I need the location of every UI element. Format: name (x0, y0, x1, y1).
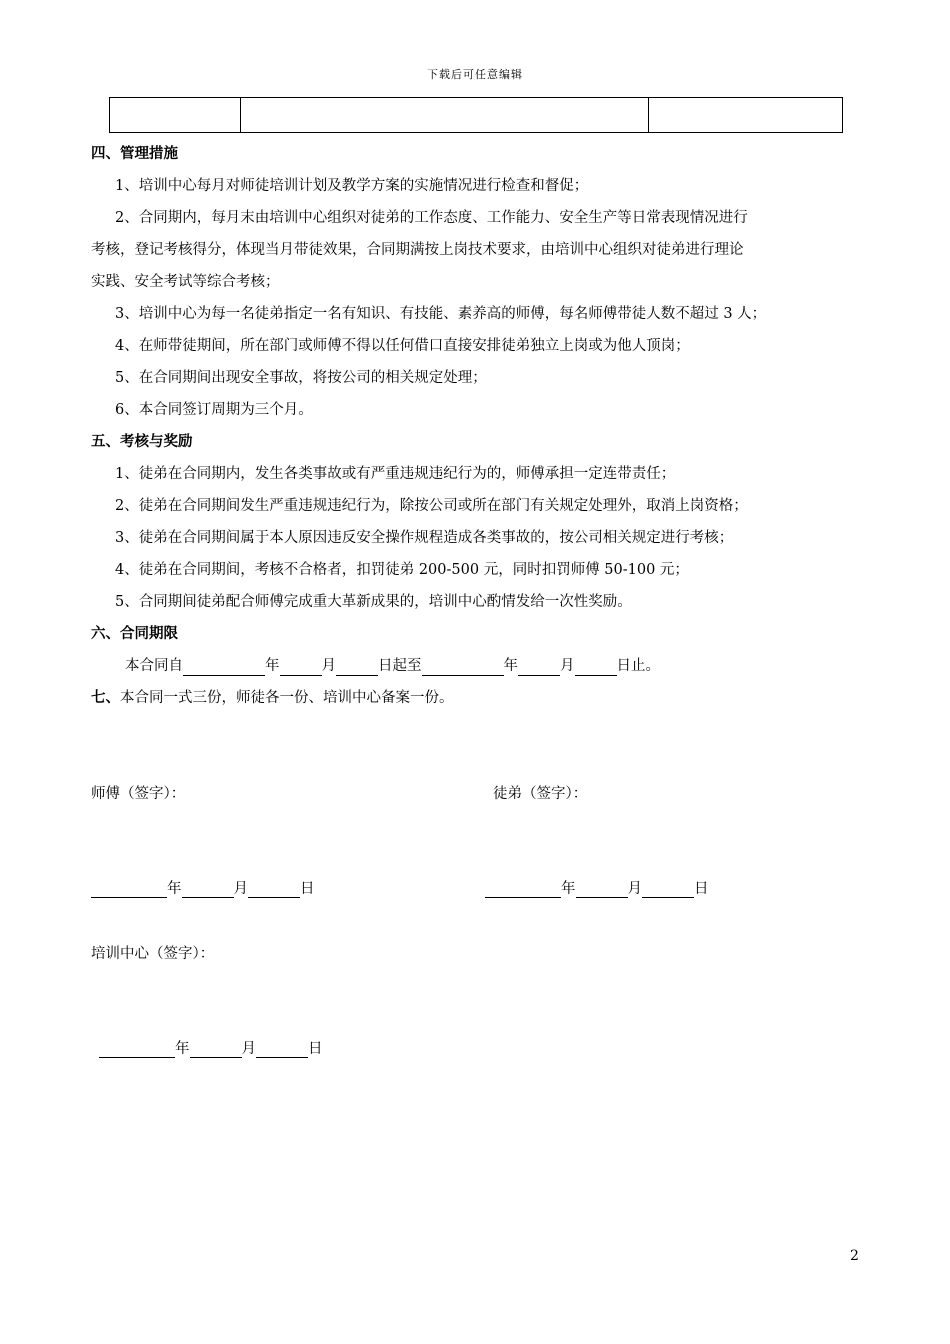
apprentice-date-line (485, 877, 709, 898)
month-blank[interactable] (182, 881, 234, 898)
month-label: 月 (241, 1041, 256, 1057)
start-year-blank[interactable] (183, 659, 265, 676)
list-item: 3、培训中心为每一名徒弟指定一名有知识、有技能、素养高的师傅，每名师傅带徒人数不超过 3 人； (115, 306, 767, 322)
list-item-continuation: 考核，登记考核得分，体现当月带徒效果，合同期满按上岗技术要求，由培训中心组织对徒弟进行理论 (91, 242, 744, 258)
end-day-blank[interactable] (575, 659, 617, 676)
day-blank[interactable] (256, 1041, 308, 1058)
table-cell (241, 98, 649, 133)
day-label: 日 (300, 881, 315, 897)
table-cell (649, 98, 843, 133)
year-blank[interactable] (99, 1041, 175, 1058)
list-item: 1、培训中心每月对师徒培训计划及教学方案的实施情况进行检查和督促； (115, 178, 589, 194)
continued-table (109, 97, 843, 133)
list-item: 4、徒弟在合同期间，考核不合格者，扣罚徒弟 200-500 元，同时扣罚师傅 50-100 元； (115, 562, 689, 578)
day-label: 日 (308, 1041, 323, 1057)
month-label: 月 (627, 881, 642, 897)
section-heading-term: 六、合同期限 (91, 626, 178, 642)
contract-term-line (125, 656, 660, 676)
year-label: 年 (561, 881, 576, 897)
master-signature-label: 师傅（签字）： (91, 786, 186, 802)
list-item: 2、徒弟在合同期间发生严重违规违纪行为，除按公司或所在部门有关规定处理外，取消上岗资格； (115, 498, 748, 514)
day-blank[interactable] (248, 881, 300, 898)
day-from-label: 日起至 (378, 658, 422, 674)
list-item: 1、徒弟在合同期内，发生各类事故或有严重违规违纪行为的，师傅承担一定连带责任； (115, 466, 676, 482)
year-label: 年 (167, 881, 182, 897)
year-blank[interactable] (485, 881, 561, 898)
day-to-label: 日止。 (616, 658, 660, 674)
table-row (110, 98, 843, 133)
apprentice-signature-label: 徒弟（签字）： (493, 786, 588, 802)
list-item: 2、合同期内，每月末由培训中心组织对徒弟的工作态度、工作能力、安全生产等日常表现情况进行 (115, 210, 748, 226)
list-item-continuation: 实践、安全考试等综合考核； (91, 274, 280, 290)
year-blank[interactable] (91, 881, 167, 898)
month-blank[interactable] (576, 881, 628, 898)
month-label: 月 (233, 881, 248, 897)
header-note: 下载后可任意编辑 (427, 68, 523, 81)
end-year-blank[interactable] (422, 659, 504, 676)
center-signature-label: 培训中心（签字）： (91, 946, 215, 962)
end-month-blank[interactable] (518, 659, 560, 676)
copies-text: 本合同一式三份，师徒各一份、培训中心备案一份。 (120, 690, 454, 706)
copies-line (91, 688, 454, 708)
day-blank[interactable] (642, 881, 694, 898)
master-date-line (91, 877, 315, 898)
section-heading-assessment: 五、考核与奖励 (91, 434, 193, 450)
start-month-blank[interactable] (280, 659, 322, 676)
month-blank[interactable] (190, 1041, 242, 1058)
list-item: 6、本合同签订周期为三个月。 (115, 402, 313, 418)
month-label: 月 (560, 658, 575, 674)
section-heading-management: 四、管理措施 (91, 146, 178, 162)
list-item: 5、在合同期间出现安全事故，将按公司的相关规定处理； (115, 370, 487, 386)
list-item: 4、在师带徒期间，所在部门或师傅不得以任何借口直接安排徒弟独立上岗或为他人顶岗； (115, 338, 690, 354)
term-prefix: 本合同自 (125, 658, 183, 674)
list-item: 5、合同期间徒弟配合师傅完成重大革新成果的，培训中心酌情发给一次性奖励。 (115, 594, 632, 610)
list-item: 3、徒弟在合同期间属于本人原因违反安全操作规程造成各类事故的，按公司相关规定进行考核； (115, 530, 734, 546)
section-heading-copies: 七、 (91, 690, 120, 706)
day-label: 日 (694, 881, 709, 897)
year-label: 年 (175, 1041, 190, 1057)
month-label: 月 (321, 658, 336, 674)
center-date-line (99, 1037, 323, 1058)
start-day-blank[interactable] (336, 659, 378, 676)
table-cell (110, 98, 241, 133)
page-number: 2 (850, 1248, 859, 1264)
year-label: 年 (265, 658, 280, 674)
year-label: 年 (503, 658, 518, 674)
